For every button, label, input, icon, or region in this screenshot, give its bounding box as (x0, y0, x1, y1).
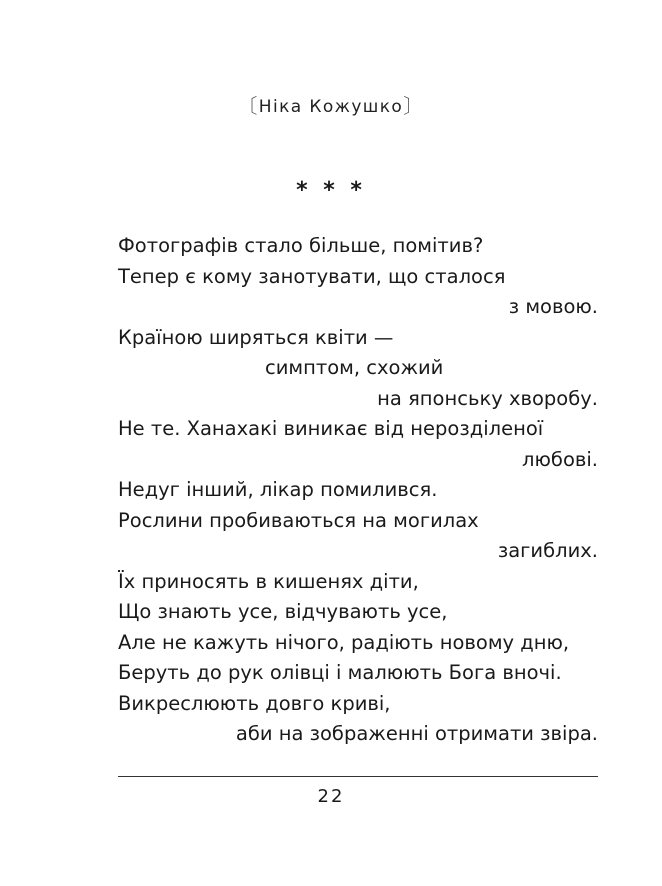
poem-line: Тепер є кому занотувати, що сталося (118, 264, 506, 288)
poem-line: Викреслюють довго криві, (118, 691, 391, 715)
running-header (0, 90, 662, 119)
author-name: Ніка Кожушко (258, 97, 404, 117)
poem-line: аби на зображенні отримати звіра. (235, 722, 598, 745)
poem-line: Але не кажуть нічого, радіють новому дню, (118, 630, 570, 654)
page-number: 22 (317, 786, 345, 807)
poem-line: Не те. Ханахакі виникає від нерозділеної (118, 417, 544, 440)
poem-line: на японську хворобу. (377, 386, 598, 410)
poem-line: Недуг інший, лікар помилився. (118, 478, 438, 501)
section-divider: * * * (296, 178, 366, 203)
poem-line: Фотографів стало більше, помітив? (118, 234, 484, 257)
poem-line: Рослини пробиваються на могилах (118, 508, 479, 532)
poem-line: Що знають усе, відчувають усе, (118, 600, 448, 623)
poem-line: любові. (522, 447, 598, 471)
poem-line: Беруть до рук олівці і малюють Бога вночі. (118, 661, 562, 684)
header-bracket-right: 〕 (403, 94, 425, 118)
poem-line: загиблих. (497, 539, 598, 562)
poem-line: Країною ширяться квіти — (118, 325, 394, 349)
poem-line: Їх приносять в кишенях діти, (118, 569, 419, 593)
footer-rule (118, 776, 598, 777)
poem-line: симптом, схожий (265, 356, 444, 379)
poem-line: з мовою. (508, 295, 598, 318)
poem-body (118, 231, 598, 750)
header-bracket-left: 〔 (237, 94, 259, 118)
